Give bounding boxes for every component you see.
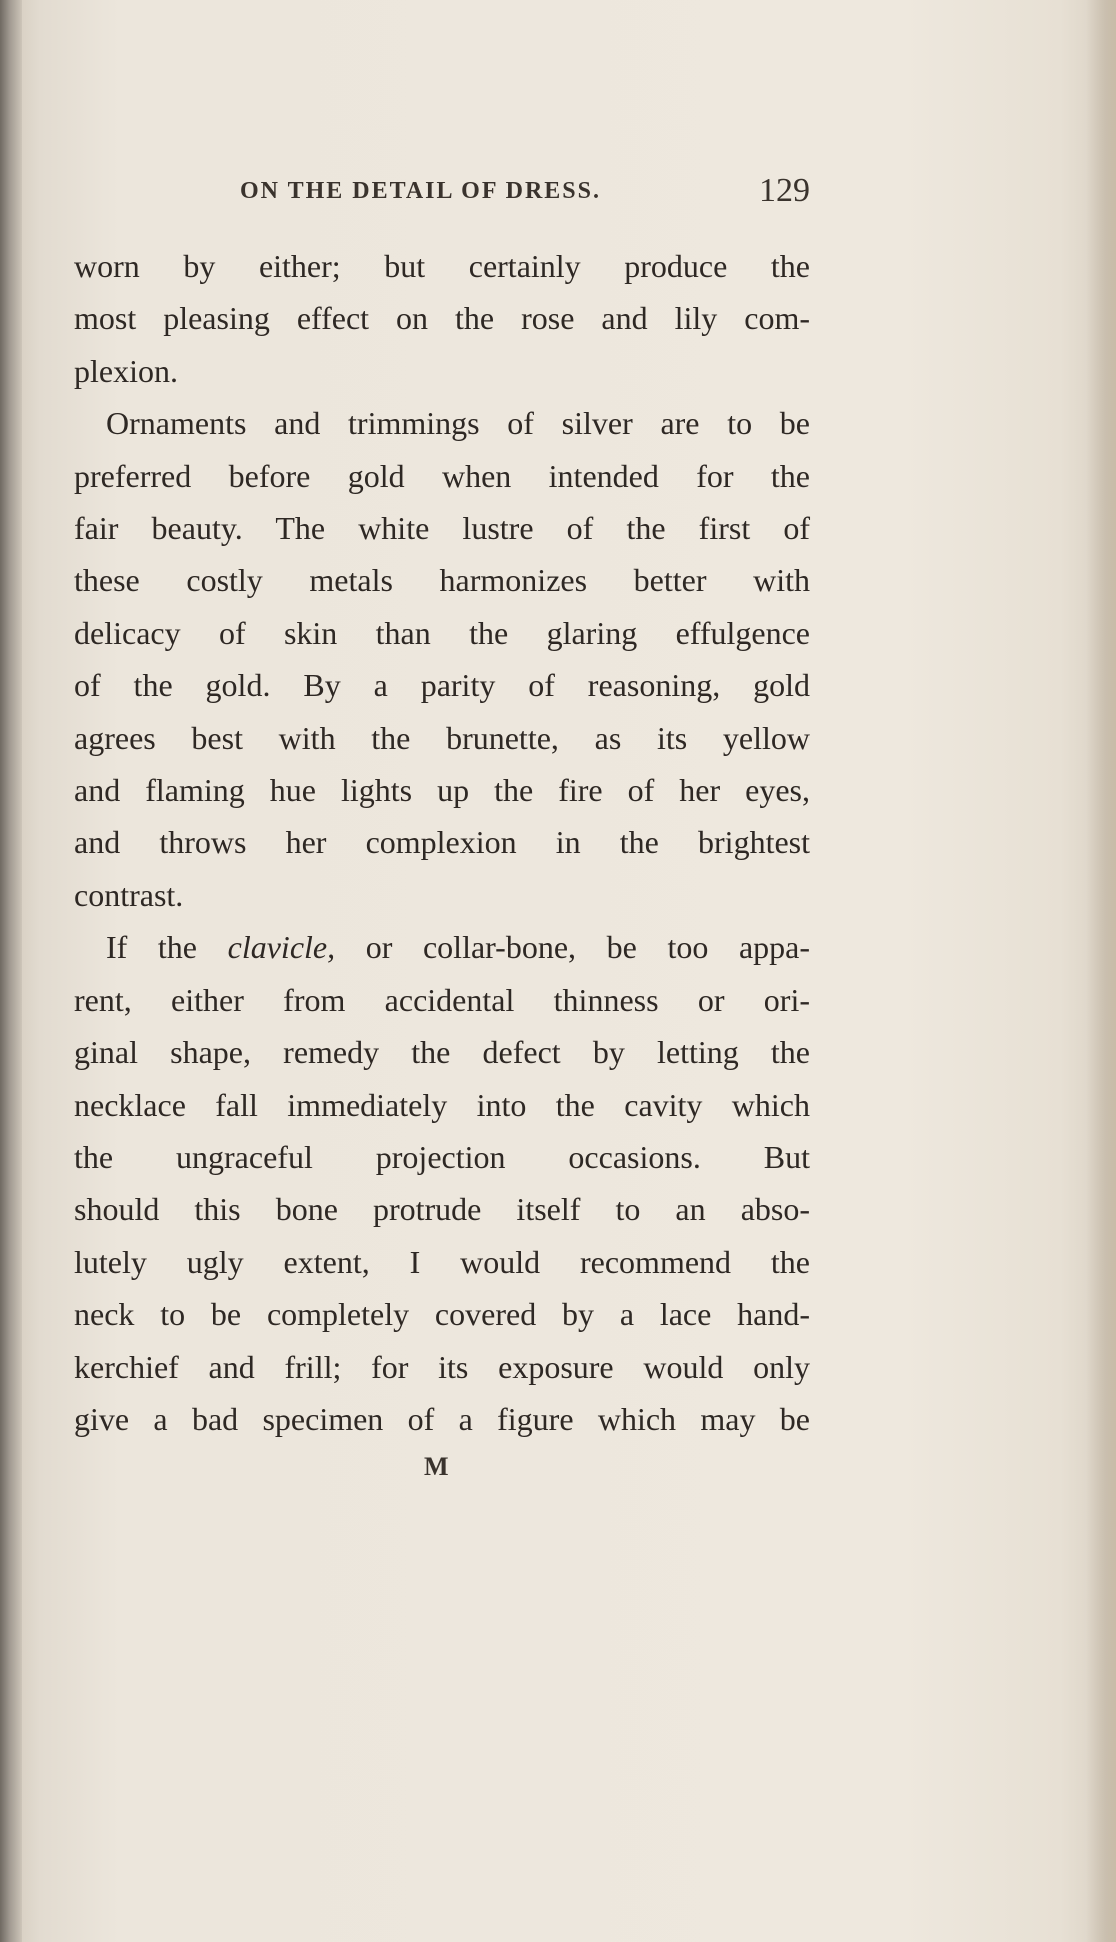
text-line [74,921,810,973]
text-line: necklace fall immediately into the cavity which [74,1086,810,1123]
text-line: neck to be completely covered by a lace hand- [74,1296,810,1333]
text-fragment: or collar-bone, be too appa- [335,929,811,966]
text-line: preferred before gold when intended for the [74,457,810,494]
paragraph-1 [74,240,810,397]
page-number: 129 [759,172,810,209]
text-line: the ungraceful projection occasions. But [74,1138,810,1175]
text-line: should this bone protrude itself to an abso- [74,1191,810,1228]
text-line: give a bad specimen of a figure which may be [74,1400,810,1437]
text-line: and flaming hue lights up the fire of her eyes, [74,772,810,809]
book-spine-shadow [0,0,22,1942]
text-line: contrast. [74,876,184,913]
signature-mark: M [424,1452,449,1481]
text-line: lutely ugly extent, I would recommend the [74,1243,810,1280]
text-line: of the gold. By a parity of reasoning, gold [74,667,810,704]
text-line: kerchief and frill; for its exposure would only [74,1348,810,1385]
paragraph-2 [74,397,810,921]
body-text [74,240,810,1445]
text-line: these costly metals harmonizes better with [74,562,810,599]
text-line: and throws her complexion in the brightest [74,824,810,861]
text-line: rent, either from accidental thinness or ori- [74,981,810,1018]
page-edge [1086,0,1116,1942]
italic-term: clavicle, [227,929,336,966]
text-fragment: If the [106,929,228,966]
text-line: most pleasing effect on the rose and lily com- [74,300,810,337]
text-line: agrees best with the brunette, as its yellow [74,719,810,756]
text-line: worn by either; but certainly produce the [74,248,810,284]
paragraph-3 [74,921,810,1445]
running-head: ON THE DETAIL OF DRESS. [240,178,601,204]
text-line: fair beauty. The white lustre of the first of [74,510,810,547]
text-line: plexion. [74,352,178,389]
text-line: delicacy of skin than the glaring effulgence [74,614,810,651]
text-line: Ornaments and trimmings of silver are to be [106,405,810,442]
page-header [240,172,810,212]
text-line: ginal shape, remedy the defect by letting the [74,1034,810,1071]
